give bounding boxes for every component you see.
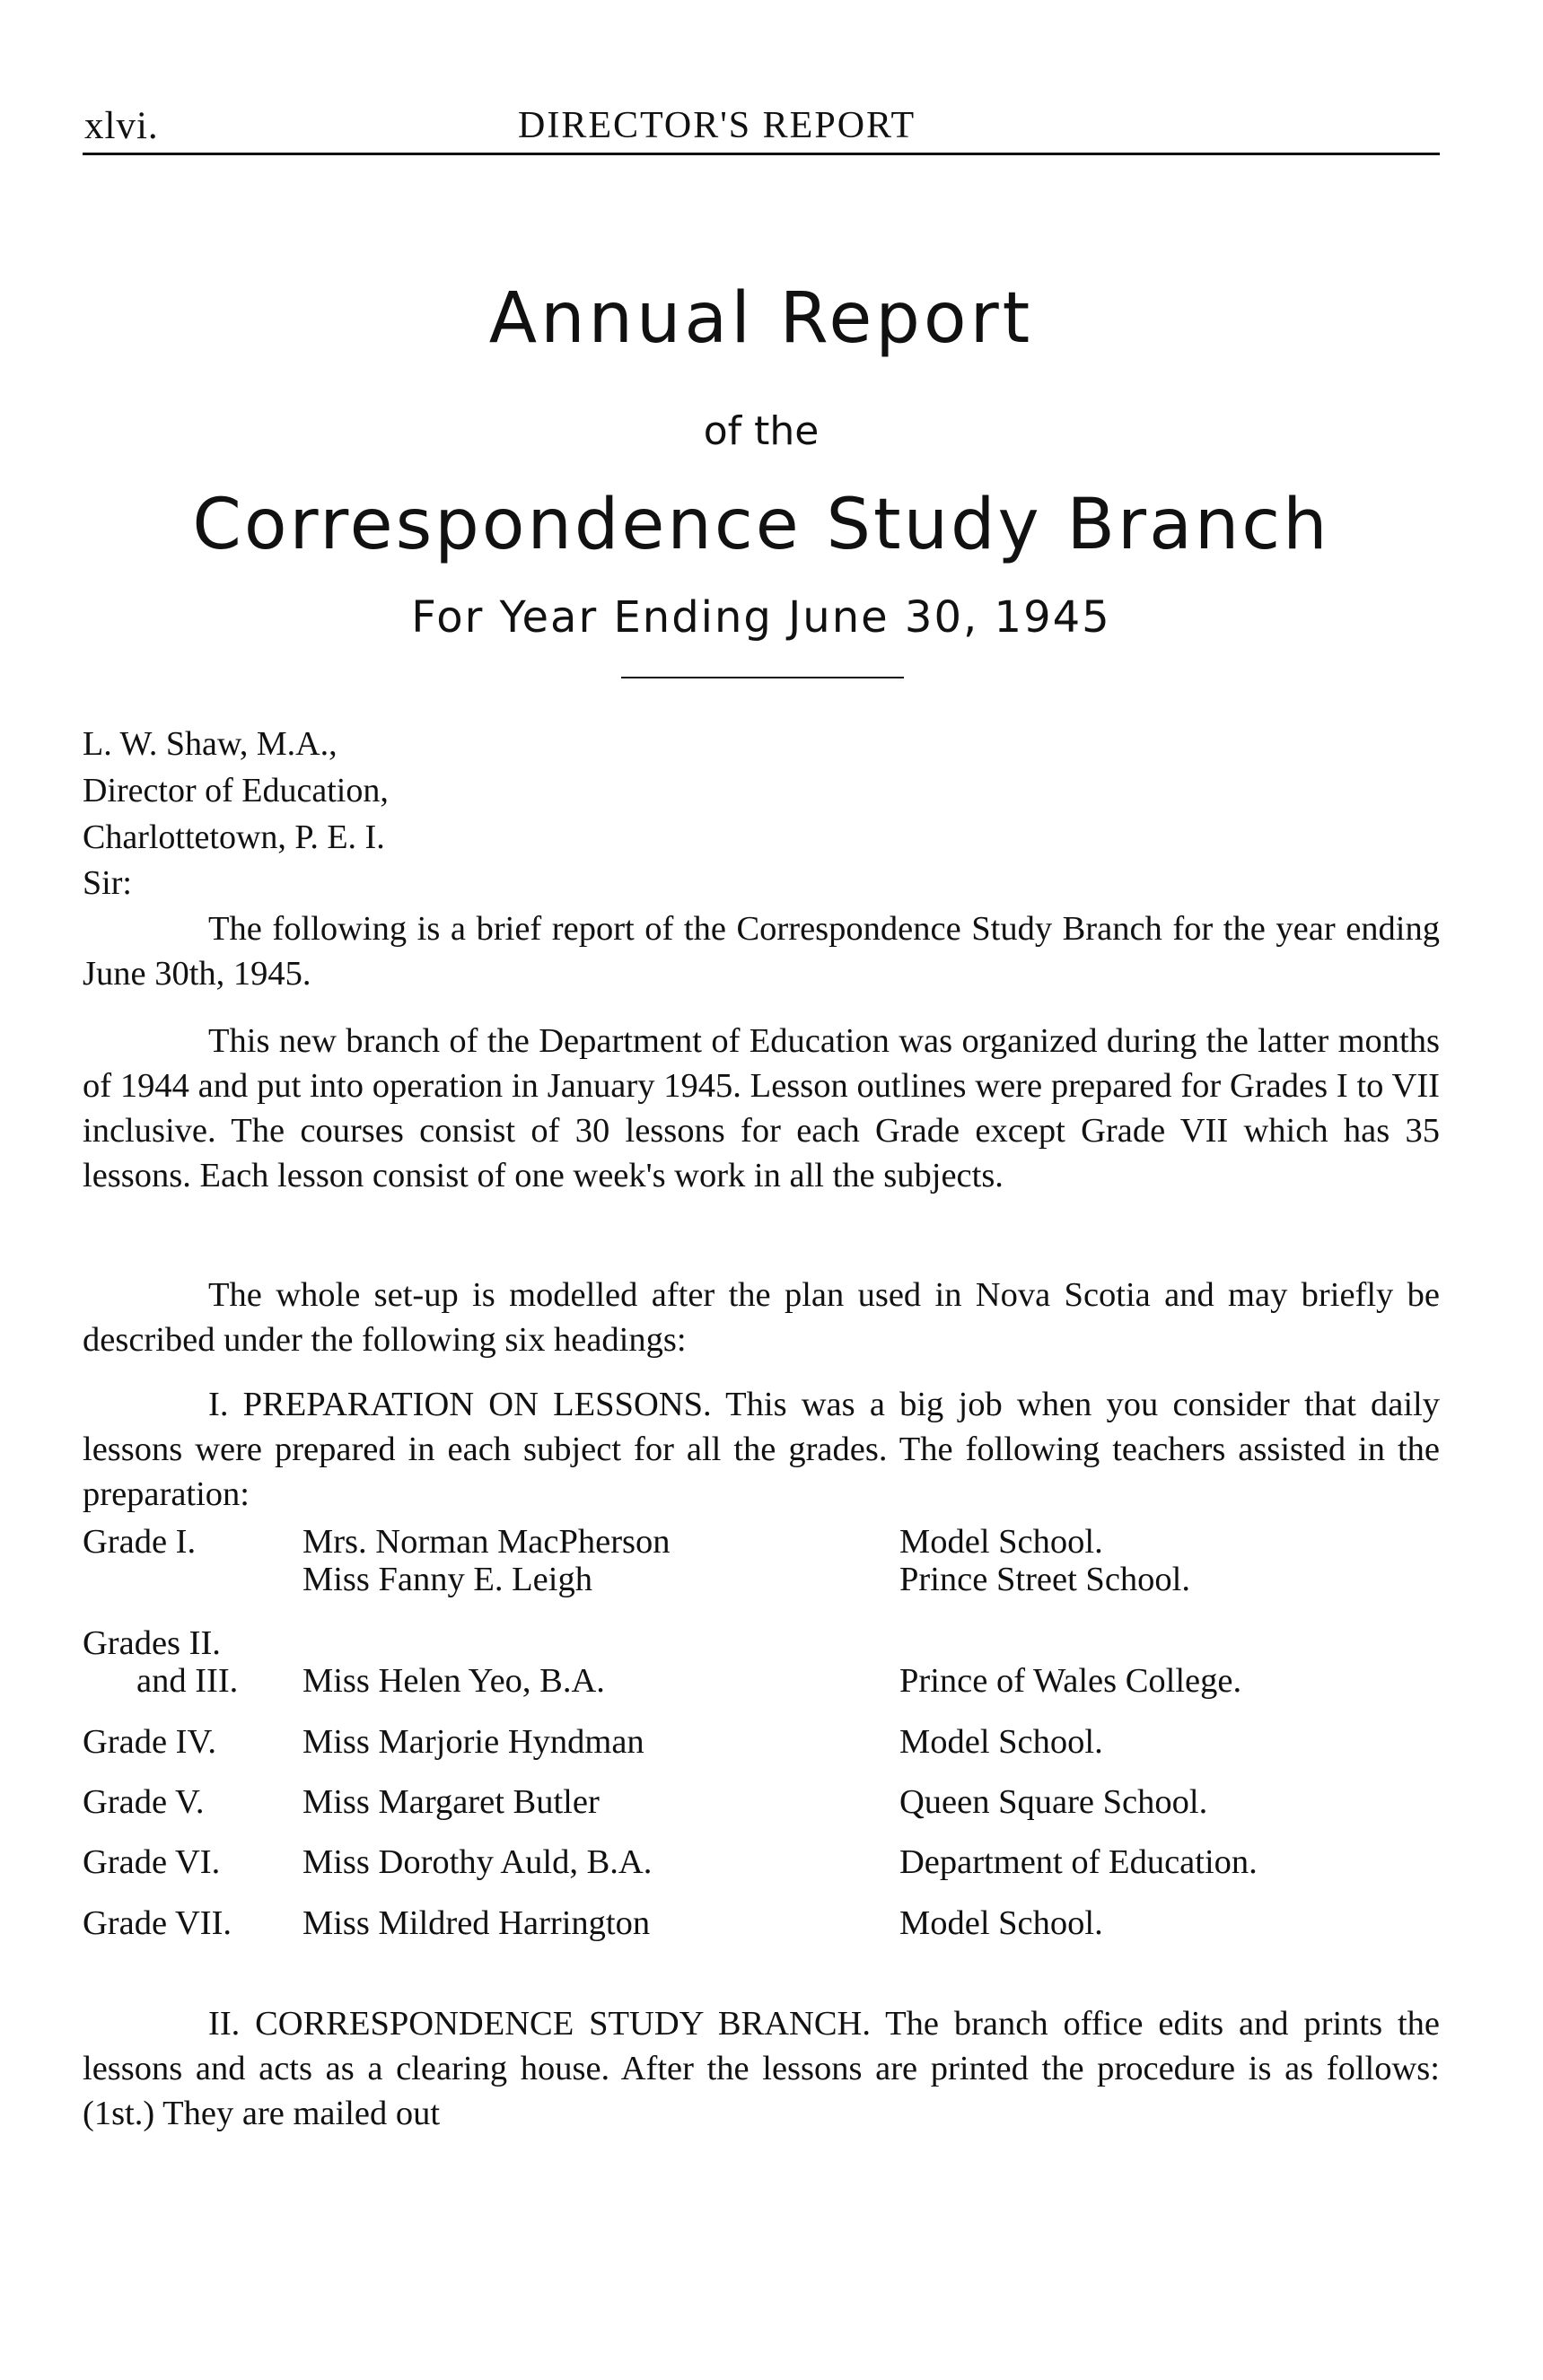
report-page (83, 0, 1440, 2380)
teacher-school: Prince of Wales College. (899, 1662, 1242, 1700)
teacher-school: Prince Street School. (899, 1561, 1190, 1598)
teacher-name: Miss Dorothy Auld, B.A. (302, 1843, 653, 1881)
teacher-name: Miss Marjorie Hyndman (302, 1723, 644, 1761)
grade-label: Grade V. (83, 1783, 205, 1821)
title-annual-report: Annual Report (488, 278, 1034, 359)
address-line-title: Director of Education, (83, 772, 389, 809)
grade-label: Grades II. (83, 1624, 221, 1662)
paragraph-branch-office: II. CORRESPONDENCE STUDY BRANCH. The branch office edits and prints the lessons and acts as a clearing house. After the lessons are printed the procedure is as follows: (1st.) They are mailed out (83, 2005, 1440, 2132)
paragraph-preparation: I. PREPARATION ON LESSONS. This was a big job when you consider that daily lessons were prepared in each subject for all the grades. The following teachers assisted in the preparation: (83, 1386, 1440, 1513)
paragraph-new-branch: This new branch of the Department of Education was organized during the latter months of 1944 and put into operation in January 1945. Lesson outlines were prepared for Grades I to VII inclusive. The courses consist of 30 lessons for each Grade except Grade VII which has 35 lessons. Each lesson consist of one week's work in all the subjects. (83, 1022, 1440, 1194)
paragraph-intro: The following is a brief report of the Correspondence Study Branch for the year ending June 30th, 1945. (83, 910, 1440, 993)
teacher-name: Miss Margaret Butler (302, 1783, 600, 1821)
teacher-school: Model School. (899, 1523, 1103, 1561)
teacher-school: Department of Education. (899, 1843, 1258, 1881)
grade-label: Grade I. (83, 1523, 197, 1561)
teacher-name: Miss Helen Yeo, B.A. (302, 1662, 605, 1700)
teacher-name: Miss Mildred Harrington (302, 1904, 651, 1942)
page-number: xlvi. (84, 105, 159, 147)
grade-label: Grade IV. (83, 1723, 216, 1761)
teacher-school: Model School. (899, 1904, 1103, 1942)
teacher-name: Mrs. Norman MacPherson (302, 1523, 671, 1561)
title-of-the: of the (703, 408, 820, 454)
address-line-place: Charlottetown, P. E. I. (83, 818, 385, 856)
title-branch-name: Correspondence Study Branch (192, 485, 1330, 565)
paragraph-setup: The whole set-up is modelled after the plan used in Nova Scotia and may briefly be described under the following six headings: (83, 1276, 1440, 1359)
grade-label: Grade VI. (83, 1843, 221, 1881)
grade-label: and III. (136, 1662, 239, 1700)
teacher-name: Miss Fanny E. Leigh (302, 1561, 592, 1598)
salutation: Sir: (83, 864, 132, 902)
teacher-school: Model School. (899, 1723, 1103, 1761)
grade-label: Grade VII. (83, 1904, 232, 1942)
teacher-school: Queen Square School. (899, 1783, 1208, 1821)
running-title: DIRECTOR'S REPORT (518, 105, 916, 146)
title-divider (621, 677, 904, 678)
address-line-name: L. W. Shaw, M.A., (83, 725, 338, 763)
running-head (83, 101, 1440, 155)
title-year-ending: For Year Ending June 30, 1945 (411, 592, 1111, 643)
